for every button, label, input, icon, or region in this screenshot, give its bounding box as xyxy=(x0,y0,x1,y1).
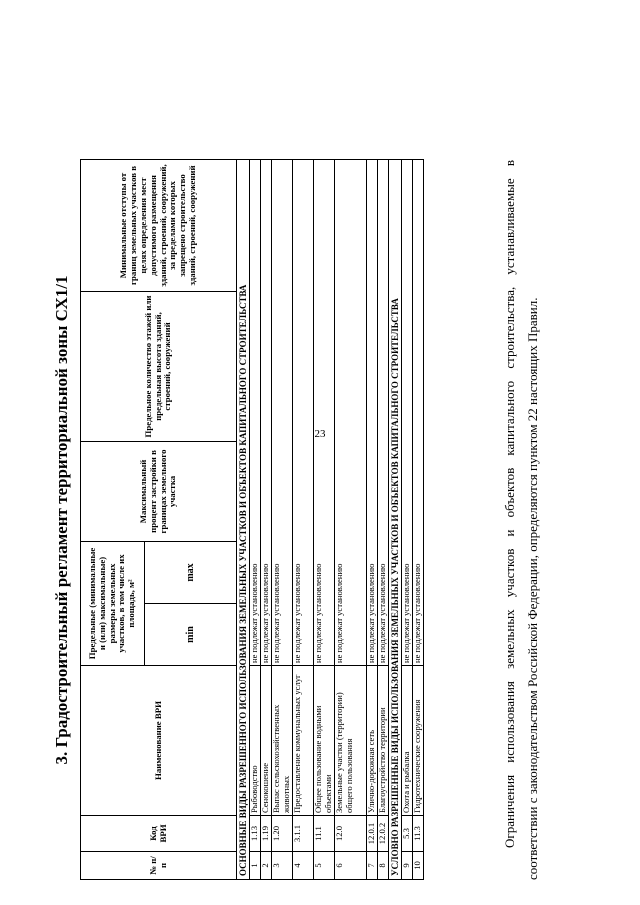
row-num: 6 xyxy=(335,852,367,880)
row-name: Земельные участки (территории) общего пользования xyxy=(335,666,367,816)
rotated-content xyxy=(50,160,610,880)
table-row xyxy=(402,159,413,879)
table-row xyxy=(293,159,314,879)
table-row xyxy=(250,159,261,879)
row-name: Охота и рыбалка xyxy=(402,666,413,816)
row-value: не подлежат установлению xyxy=(367,159,378,665)
row-code: 11.3 xyxy=(413,816,424,852)
row-name: Предоставление коммунальных услуг xyxy=(293,666,314,816)
row-name: Рыбоводство xyxy=(250,666,261,816)
regulation-table xyxy=(80,159,424,880)
header-name: Наименование ВРИ xyxy=(81,666,237,816)
row-name: Улично-дорожная сеть xyxy=(367,666,378,816)
note-line-1: Ограничения использования земельных участков и объектов капитального строительства, устанавливаемые в xyxy=(502,160,517,848)
row-value: не подлежат установлению xyxy=(314,159,335,665)
row-value: не подлежат установлению xyxy=(293,159,314,665)
row-name: Сенокошение xyxy=(261,666,272,816)
section-title-main: ОСНОВНЫЕ ВИДЫ РАЗРЕШЕННОГО ИСПОЛЬЗОВАНИЯ ЗЕМЕЛЬНЫХ УЧАСТКОВ И ОБЪЕКТОВ КАПИТАЛЬНОГО СТРОИТЕЛЬСТВА xyxy=(237,159,250,879)
row-code: 1.13 xyxy=(250,816,261,852)
row-num: 10 xyxy=(413,852,424,880)
row-num: 9 xyxy=(402,852,413,880)
row-value: не подлежат установлению xyxy=(413,159,424,665)
row-value: не подлежат установлению xyxy=(378,159,389,665)
header-num: № п/п xyxy=(81,852,237,880)
row-num: 1 xyxy=(250,852,261,880)
row-name: Общее пользование водными объектами xyxy=(314,666,335,816)
row-code: 1.20 xyxy=(272,816,293,852)
row-code: 12.0.1 xyxy=(367,816,378,852)
restrictions-note xyxy=(498,160,544,880)
row-value: не подлежат установлению xyxy=(335,159,367,665)
header-percent: Максимальный процент застройки в границах земельного участка xyxy=(81,441,237,541)
row-name: Выпас сельскохозяйственных животных xyxy=(272,666,293,816)
row-num: 3 xyxy=(272,852,293,880)
row-num: 7 xyxy=(367,852,378,880)
section-title-conditional: УСЛОВНО РАЗРЕШЕННЫЕ ВИДЫ ИСПОЛЬЗОВАНИЯ ЗЕМЕЛЬНЫХ УЧАСТКОВ И ОБЪЕКТОВ КАПИТАЛЬНОГО СТРОИТЕЛЬСТВА xyxy=(389,159,402,879)
row-value: не подлежат установлению xyxy=(402,159,413,665)
row-name: Гидротехнические сооружения xyxy=(413,666,424,816)
row-code: 12.0 xyxy=(335,816,367,852)
row-code: 11.1 xyxy=(314,816,335,852)
header-floors: Предельное количество этажей или предельная высота зданий, строений, сооружений xyxy=(81,291,237,441)
row-num: 2 xyxy=(261,852,272,880)
row-code: 5.3 xyxy=(402,816,413,852)
header-size xyxy=(81,541,145,665)
table-row xyxy=(378,159,389,879)
table-row xyxy=(314,159,335,879)
row-num: 8 xyxy=(378,852,389,880)
page-title: 3. Градостроительный регламент территориальной зоны СХ1/1 xyxy=(52,275,71,765)
row-num: 4 xyxy=(293,852,314,880)
header-setback: Минимальные отступы от границ земельных участков в целях определения мест допустимого размещения зданий, строений, сооружений, за пределами которых запрещено строительство зданий, строений, сооружений xyxy=(81,159,237,291)
row-name: Благоустройство территории xyxy=(378,666,389,816)
row-code: 12.0.2 xyxy=(378,816,389,852)
row-code: 3.1.1 xyxy=(293,816,314,852)
header-min: min xyxy=(145,604,237,666)
page-number: 23 xyxy=(314,428,326,440)
row-code: 1.19 xyxy=(261,816,272,852)
table-row xyxy=(335,159,367,879)
row-value: не подлежат установлению xyxy=(272,159,293,665)
table-row xyxy=(367,159,378,879)
row-value: не подлежат установлению xyxy=(250,159,261,665)
table-row xyxy=(272,159,293,879)
row-value: не подлежат установлению xyxy=(261,159,272,665)
header-code: Код ВРИ xyxy=(81,816,237,852)
row-num: 5 xyxy=(314,852,335,880)
table-row xyxy=(261,159,272,879)
header-size-text: Предельные (минимальные и (или) максимальные) размеры земельных участков, в том числе их площадь, м² xyxy=(86,547,137,660)
note-line-2: соответствии с законодательством Российской Федерации, определяются пунктом 22 настоящих Правил. xyxy=(525,297,540,880)
table-row xyxy=(413,159,424,879)
header-max: max xyxy=(145,541,237,603)
